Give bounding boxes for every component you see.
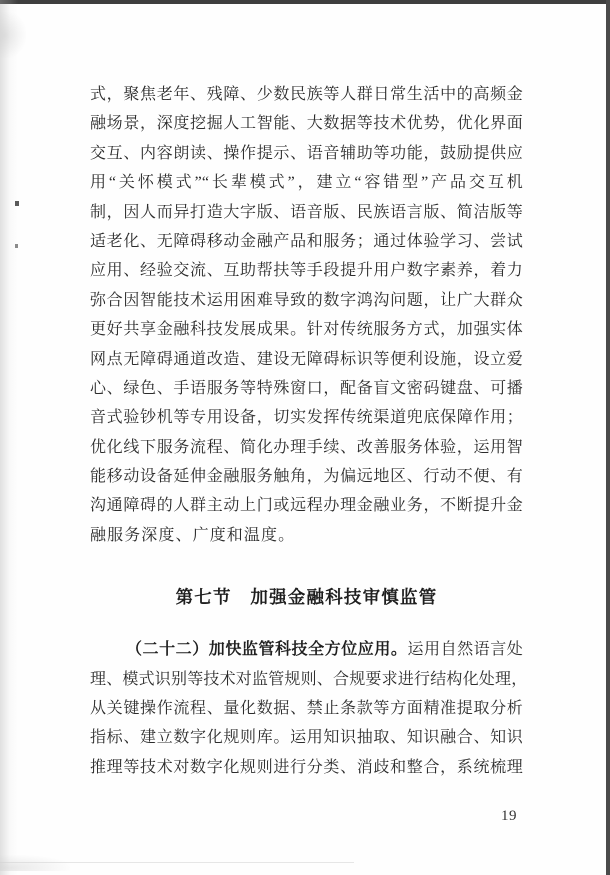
text-line: 更好共享金融科技发展成果。针对传统服务方式，加强实体: [90, 321, 523, 339]
text-line: 应用、经验交流、互助帮扶等手段提升用户数字素养，着力: [90, 262, 523, 280]
text-line: 从关键操作流程、量化数据、禁止条款等方面精准提取分析: [90, 700, 523, 718]
clause-number-lead: （二十二）加快监管科技全方位应用。: [126, 641, 408, 659]
text-line: [90, 635, 523, 664]
text-line: 理、模式识别等技术对监管规则、合规要求进行结构化处理，: [90, 670, 528, 688]
scan-smudge-top-left: [0, 12, 26, 58]
text-line: 弥合因智能技术运用困难导致的数字鸿沟问题，让广大群众: [90, 291, 523, 309]
text-line: 指标、建立数字化规则库。运用知识抽取、知识融合、知识: [90, 729, 523, 747]
text-line: 融服务深度、广度和温度。: [90, 526, 296, 544]
scan-speck: [15, 244, 18, 248]
page-text-block: [90, 80, 528, 782]
text-line: 沟通障碍的人群主动上门或远程办理金融业务，不断提升金: [90, 497, 523, 515]
text-line: 推理等技术对数字化规则进行分类、消歧和整合，系统梳理: [90, 758, 523, 776]
text-line: 制，因人而异打造大字版、语音版、民族语言版、简洁版等: [90, 203, 523, 221]
scan-smudge-bottom-left: [0, 855, 70, 871]
text-line: 适老化、无障碍移动金融产品和服务；通过体验学习、尝试: [90, 232, 523, 250]
text-line: 式，聚焦老年、残障、少数民族等人群日常生活中的高频金: [90, 86, 523, 103]
paragraph-accessibility-finance: [90, 80, 523, 550]
scan-edge-top: [0, 0, 610, 4]
text-line: 音式验钞机等专用设备，切实发挥传统渠道兜底保障作用；: [90, 409, 523, 427]
text-line: 融场景，深度挖掘人工智能、大数据等技术优势，优化界面: [90, 115, 523, 133]
text-line: 能移动设备延伸金融服务触角，为偏远地区、行动不便、有: [90, 468, 523, 486]
text-line: 用“关怀模式”“长辈模式”，建立“容错型”产品交互机: [90, 174, 523, 192]
clause-lead-rest: 运用自然语言处: [407, 641, 523, 659]
scan-edge-bottom: [0, 862, 354, 863]
section-heading: 第七节 加强金融科技审慎监管: [175, 587, 438, 608]
page-number: 19: [501, 808, 517, 824]
scan-left-shadow: [0, 0, 18, 875]
text-line: 心、绿色、手语服务等特殊窗口，配备盲文密码键盘、可播: [90, 379, 523, 397]
text-line: 网点无障碍通道改造、建设无障碍标识等便利设施，设立爱: [90, 350, 523, 368]
text-line: 优化线下服务流程、简化办理手续、改善服务体验，运用智: [90, 438, 523, 456]
text-line: 交互、内容朗读、操作提示、语音辅助等功能，鼓励提供应: [90, 144, 523, 162]
paragraph-regtech-application: [90, 635, 528, 782]
scan-edge-right: [606, 0, 610, 875]
scan-speck: [15, 201, 19, 206]
